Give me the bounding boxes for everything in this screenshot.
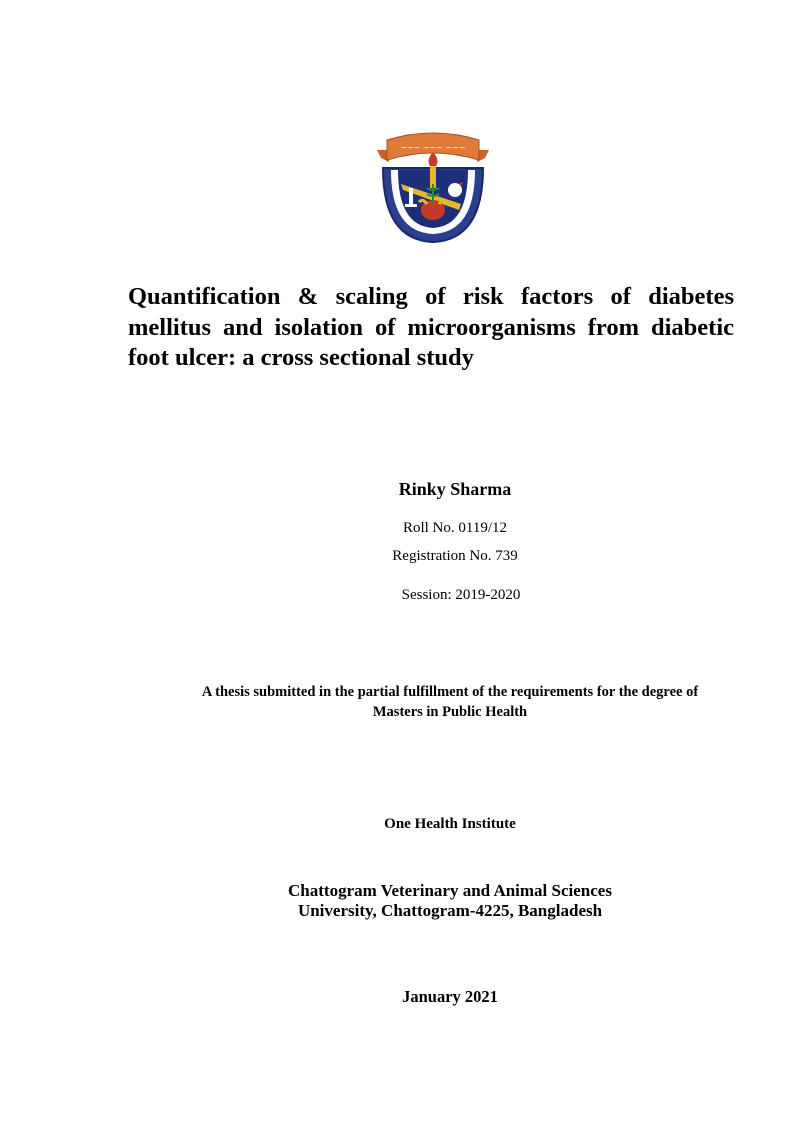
institute-name: One Health Institute [384,816,516,832]
university-address [200,881,700,921]
degree-name: Masters in Public Health [372,704,528,720]
thesis-title: Quantification & scaling of risk factors of diabetes mellitus and isolation of microorganisms from diabetic foot ulcer: a cross sectional study [128,283,734,371]
roll-number: Roll No. 0119/12 [402,520,508,536]
submission-date: January 2021 [402,987,498,1006]
university-logo [371,128,495,244]
author-name: Rinky Sharma [398,479,512,499]
session: Session: 2019-2020 [401,587,521,603]
thesis-statement-line: A thesis submitted in the partial fulfillment of the requirements for the degree of [201,684,699,700]
university-seal-icon [371,128,495,244]
university-location: University, Chattogram-4225, Bangladesh [297,901,603,920]
registration-number: Registration No. 739 [392,548,518,564]
university-name: Chattogram Veterinary and Animal Sciences [288,881,612,900]
svg-text:~~~ ~~~ ~~~: ~~~ ~~~ ~~~ [400,143,466,152]
thesis-statement [100,682,800,722]
